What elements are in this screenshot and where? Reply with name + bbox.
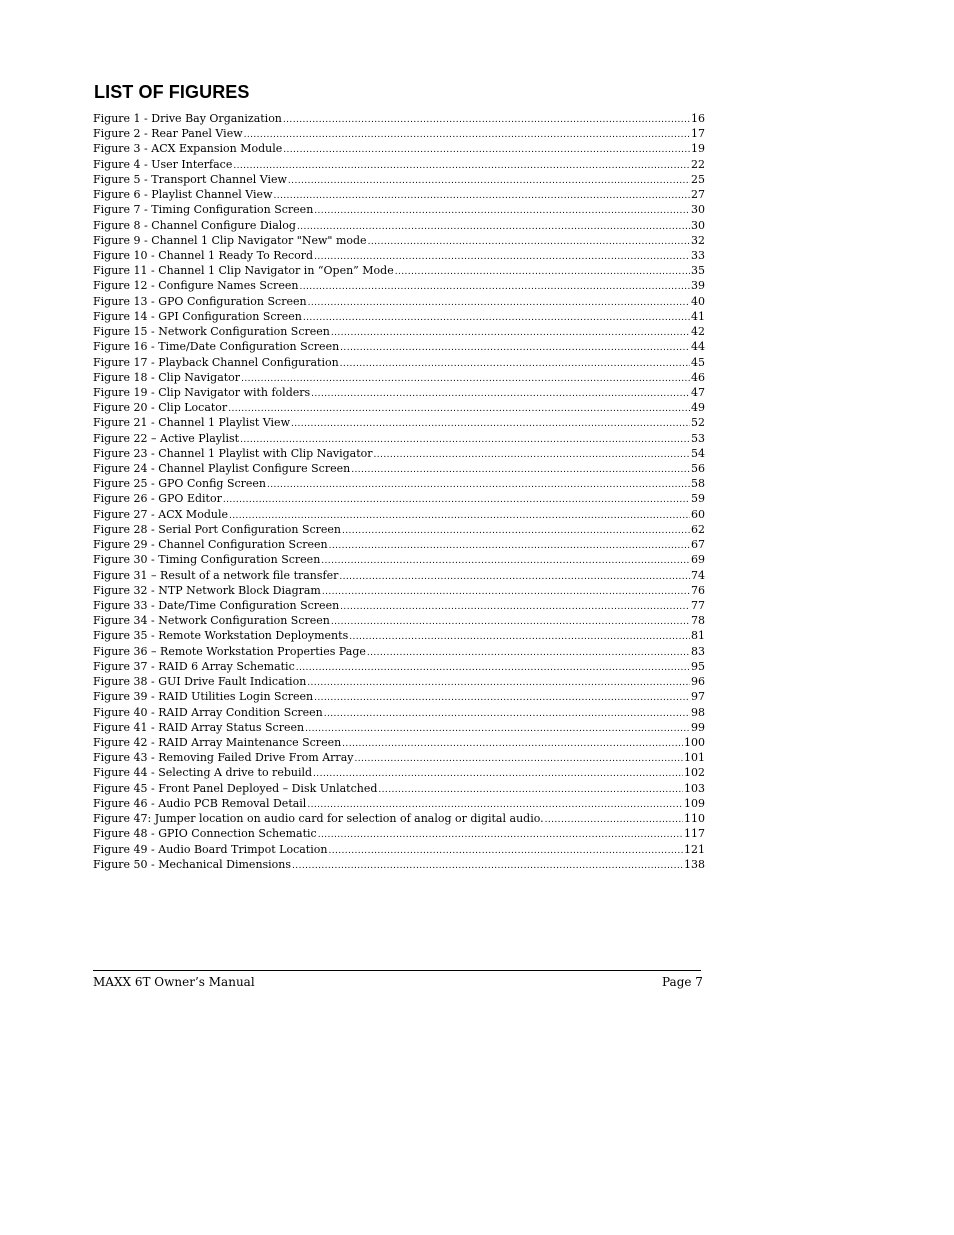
toc-entry[interactable]	[93, 842, 705, 857]
toc-entry-label: Figure 50 - Mechanical Dimensions	[93, 857, 292, 871]
toc-entry-page-number: 67	[691, 538, 705, 552]
toc-entry[interactable]	[93, 522, 705, 537]
toc-entry-label: Figure 42 - RAID Array Maintenance Screen	[93, 735, 342, 749]
toc-entry-label: Figure 47: Jumper location on audio card for selection of analog or digital audio.	[93, 812, 544, 826]
dot-leader	[303, 311, 690, 324]
toc-entry[interactable]	[93, 126, 705, 141]
toc-entry[interactable]	[93, 248, 705, 263]
toc-entry-label: Figure 41 - RAID Array Status Screen	[93, 720, 305, 734]
dot-leader	[331, 326, 690, 339]
toc-entry[interactable]	[93, 172, 705, 187]
toc-entry-page-number: 44	[691, 340, 705, 354]
toc-entry[interactable]	[93, 644, 705, 659]
toc-entry-label: Figure 2 - Rear Panel View	[93, 127, 243, 141]
toc-entry-page-number: 100	[684, 735, 705, 749]
dot-leader	[311, 387, 690, 400]
toc-entry-label: Figure 23 - Channel 1 Playlist with Clip Navigator	[93, 446, 373, 460]
toc-entry-page-number: 96	[691, 675, 705, 689]
toc-entry-page-number: 110	[684, 812, 705, 826]
dot-leader	[349, 630, 690, 643]
toc-entry[interactable]	[93, 552, 705, 567]
toc-entry-label: Figure 4 - User Interface	[93, 157, 233, 171]
toc-entry-page-number: 17	[691, 127, 705, 141]
dot-leader	[339, 570, 690, 583]
toc-entry-label: Figure 44 - Selecting A drive to rebuild	[93, 766, 313, 780]
toc-entry-label: Figure 19 - Clip Navigator with folders	[93, 385, 311, 399]
toc-entry-page-number: 41	[691, 309, 705, 323]
toc-entry-page-number: 53	[691, 431, 705, 445]
toc-entry-label: Figure 1 - Drive Bay Organization	[93, 112, 282, 125]
toc-entry-label: Figure 32 - NTP Network Block Diagram	[93, 583, 321, 597]
toc-entry-page-number: 74	[691, 568, 705, 582]
dot-leader	[307, 676, 690, 689]
dot-leader	[267, 478, 690, 491]
toc-entry[interactable]	[93, 461, 705, 476]
toc-entry-label: Figure 6 - Playlist Channel View	[93, 188, 273, 202]
toc-entry[interactable]	[93, 537, 705, 552]
dot-leader	[322, 585, 690, 598]
toc-entry-label: Figure 7 - Timing Configuration Screen	[93, 203, 314, 217]
toc-entry-page-number: 33	[691, 248, 705, 262]
toc-entry-label: Figure 24 - Channel Playlist Configure Screen	[93, 462, 351, 476]
dot-leader	[342, 524, 690, 537]
dot-leader	[283, 113, 690, 126]
toc-entry-page-number: 109	[684, 796, 705, 810]
toc-entry[interactable]	[93, 324, 705, 339]
dot-leader	[223, 493, 690, 506]
toc-entry-page-number: 59	[691, 492, 705, 506]
toc-entry-page-number: 25	[691, 172, 705, 186]
toc-entry-page-number: 19	[691, 142, 705, 156]
toc-entry-page-number: 22	[691, 157, 705, 171]
toc-entry-label: Figure 8 - Channel Configure Dialog	[93, 218, 296, 232]
toc-entry[interactable]	[93, 309, 705, 324]
dot-leader	[240, 433, 690, 446]
dot-leader	[296, 661, 690, 674]
toc-entry[interactable]	[93, 263, 705, 278]
toc-entry-page-number: 35	[691, 264, 705, 278]
toc-entry-label: Figure 11 - Channel 1 Clip Navigator in “Open” Mode	[93, 264, 394, 278]
dot-leader	[314, 250, 690, 263]
toc-entry[interactable]	[93, 218, 705, 233]
dot-leader	[233, 159, 690, 172]
toc-entry-page-number: 45	[691, 355, 705, 369]
toc-entry-page-number: 62	[691, 522, 705, 536]
toc-entry-page-number: 32	[691, 233, 705, 247]
toc-entry-label: Figure 29 - Channel Configuration Screen	[93, 538, 328, 552]
toc-entry[interactable]	[93, 568, 705, 583]
toc-entry-page-number: 60	[691, 507, 705, 521]
toc-entry-page-number: 30	[691, 203, 705, 217]
dot-leader	[308, 296, 690, 309]
toc-entry[interactable]	[93, 598, 705, 613]
dot-leader	[374, 448, 690, 461]
toc-entry-page-number: 52	[691, 416, 705, 430]
footer-divider	[93, 970, 701, 971]
dot-leader	[244, 128, 690, 141]
toc-entry-page-number: 121	[684, 842, 705, 856]
dot-leader	[283, 143, 690, 156]
toc-entry-page-number: 103	[684, 781, 705, 795]
toc-entry[interactable]	[93, 857, 705, 872]
toc-entry[interactable]	[93, 781, 705, 796]
toc-entry-label: Figure 21 - Channel 1 Playlist View	[93, 416, 290, 430]
toc-entry-page-number: 117	[684, 827, 705, 841]
toc-entry-label: Figure 30 - Timing Configuration Screen	[93, 553, 321, 567]
toc-entry-label: Figure 12 - Configure Names Screen	[93, 279, 299, 293]
toc-entry-page-number: 54	[691, 446, 705, 460]
toc-entry[interactable]	[93, 157, 705, 172]
footer-manual-title: MAXX 6T Owner’s Manual	[93, 975, 255, 989]
toc-entry-label: Figure 43 - Removing Failed Drive From Array	[93, 751, 354, 765]
dot-leader	[318, 828, 683, 841]
toc-entry-page-number: 102	[684, 766, 705, 780]
dot-leader	[305, 722, 690, 735]
toc-entry-page-number: 16	[691, 112, 705, 125]
toc-entry-label: Figure 28 - Serial Port Configuration Screen	[93, 522, 341, 536]
toc-entry-page-number: 97	[691, 690, 705, 704]
dot-leader	[367, 646, 690, 659]
dot-leader	[340, 357, 690, 370]
dot-leader	[368, 235, 690, 248]
toc-entry-label: Figure 17 - Playback Channel Configuration	[93, 355, 339, 369]
toc-entry-label: Figure 45 - Front Panel Deployed – Disk Unlatched	[93, 781, 378, 795]
toc-entry-label: Figure 9 - Channel 1 Clip Navigator "New" mode	[93, 233, 367, 247]
dot-leader	[314, 691, 690, 704]
toc-entry-label: Figure 31 – Result of a network file transfer	[93, 568, 339, 582]
toc-entry[interactable]	[93, 202, 705, 217]
toc-entry[interactable]	[93, 613, 705, 628]
toc-entry[interactable]	[93, 141, 705, 156]
dot-leader	[331, 615, 690, 628]
toc-entry-page-number: 138	[684, 857, 705, 871]
dot-leader	[314, 204, 690, 217]
toc-entry[interactable]	[93, 187, 705, 202]
toc-entry-label: Figure 16 - Time/Date Configuration Screen	[93, 340, 340, 354]
toc-entry[interactable]	[93, 415, 705, 430]
toc-entry-page-number: 81	[691, 629, 705, 643]
toc-entry[interactable]	[93, 735, 705, 750]
toc-entry-page-number: 101	[684, 751, 705, 765]
toc-entry-label: Figure 46 - Audio PCB Removal Detail	[93, 796, 307, 810]
footer-page-number: Page 7	[662, 975, 703, 989]
toc-entry[interactable]	[93, 705, 705, 720]
toc-entry-label: Figure 10 - Channel 1 Ready To Record	[93, 248, 314, 262]
toc-entry-label: Figure 18 - Clip Navigator	[93, 370, 241, 384]
dot-leader	[340, 600, 690, 613]
toc-entry-page-number: 30	[691, 218, 705, 232]
toc-entry-label: Figure 37 - RAID 6 Array Schematic	[93, 659, 295, 673]
toc-entry[interactable]	[93, 400, 705, 415]
toc-entry-page-number: 47	[691, 385, 705, 399]
toc-entry[interactable]	[93, 294, 705, 309]
toc-entry-label: Figure 25 - GPO Config Screen	[93, 477, 267, 491]
toc-entry-page-number: 76	[691, 583, 705, 597]
toc-entry-label: Figure 40 - RAID Array Condition Screen	[93, 705, 323, 719]
toc-entry[interactable]	[93, 278, 705, 293]
toc-entry[interactable]	[93, 628, 705, 643]
toc-entry-label: Figure 3 - ACX Expansion Module	[93, 142, 283, 156]
dot-leader	[378, 783, 683, 796]
toc-entry-page-number: 77	[691, 599, 705, 612]
dot-leader	[342, 737, 683, 750]
toc-entry-label: Figure 49 - Audio Board Trimpot Location	[93, 842, 328, 856]
dot-leader	[299, 280, 690, 293]
toc-entry[interactable]	[93, 385, 705, 400]
dot-leader	[228, 402, 690, 415]
toc-entry-page-number: 56	[691, 462, 705, 476]
toc-entry-page-number: 40	[691, 294, 705, 308]
toc-entry-label: Figure 36 – Remote Workstation Properties Page	[93, 644, 366, 658]
toc-entry[interactable]	[93, 446, 705, 461]
toc-entry-label: Figure 48 - GPIO Connection Schematic	[93, 827, 317, 841]
toc-entry[interactable]	[93, 811, 705, 826]
toc-entry-page-number: 42	[691, 325, 705, 339]
toc-entry[interactable]	[93, 796, 705, 811]
page-title: LIST OF FIGURES	[94, 82, 250, 102]
dot-leader	[297, 220, 690, 233]
dot-leader	[313, 767, 683, 780]
toc-entry[interactable]	[93, 233, 705, 248]
toc-entry[interactable]	[93, 355, 705, 370]
toc-entry-label: Figure 13 - GPO Configuration Screen	[93, 294, 307, 308]
toc-entry-label: Figure 22 – Active Playlist	[93, 431, 240, 445]
toc-entry[interactable]	[93, 659, 705, 674]
dot-leader	[351, 463, 690, 476]
dot-leader	[328, 844, 683, 857]
toc-entry[interactable]	[93, 111, 705, 126]
toc-entry[interactable]	[93, 689, 705, 704]
dot-leader	[545, 813, 683, 826]
toc-entry-label: Figure 5 - Transport Channel View	[93, 172, 287, 186]
toc-entry[interactable]	[93, 720, 705, 735]
dot-leader	[307, 798, 683, 811]
toc-entry-label: Figure 26 - GPO Editor	[93, 492, 222, 506]
toc-entry-page-number: 83	[691, 644, 705, 658]
toc-entry[interactable]	[93, 476, 705, 491]
dot-leader	[291, 417, 690, 430]
toc-entry[interactable]	[93, 674, 705, 689]
dot-leader	[241, 372, 690, 385]
toc-entry[interactable]	[93, 491, 705, 506]
toc-entry-label: Figure 15 - Network Configuration Screen	[93, 325, 330, 339]
toc-entry-label: Figure 39 - RAID Utilities Login Screen	[93, 690, 314, 704]
toc-entry[interactable]	[93, 583, 705, 598]
dot-leader	[340, 341, 690, 354]
toc-entry-label: Figure 34 - Network Configuration Screen	[93, 614, 330, 628]
dot-leader	[292, 859, 683, 872]
toc-entry-page-number: 39	[691, 279, 705, 293]
dot-leader	[354, 752, 683, 765]
toc-entry-page-number: 27	[691, 188, 705, 202]
dot-leader	[274, 189, 691, 202]
dot-leader	[329, 539, 690, 552]
dot-leader	[229, 509, 690, 522]
toc-entry-label: Figure 38 - GUI Drive Fault Indication	[93, 675, 307, 689]
toc-entry[interactable]	[93, 826, 705, 841]
toc-entry-page-number: 78	[691, 614, 705, 628]
dot-leader	[288, 174, 690, 187]
toc-entry-page-number: 49	[691, 401, 705, 415]
toc-entry-label: Figure 33 - Date/Time Configuration Screen	[93, 599, 340, 612]
toc-entry[interactable]	[93, 765, 705, 780]
toc-entry-page-number: 58	[691, 477, 705, 491]
toc-entry-page-number: 99	[691, 720, 705, 734]
toc-entry-label: Figure 14 - GPI Configuration Screen	[93, 309, 302, 323]
toc-entry-label: Figure 27 - ACX Module	[93, 507, 228, 521]
toc-entry[interactable]	[93, 431, 705, 446]
toc-entry[interactable]	[93, 339, 705, 354]
dot-leader	[321, 554, 690, 567]
toc-entry[interactable]	[93, 750, 705, 765]
dot-leader	[395, 265, 690, 278]
toc-entry-page-number: 69	[691, 553, 705, 567]
dot-leader	[324, 707, 690, 720]
toc-entry-page-number: 95	[691, 659, 705, 673]
list-of-figures	[93, 111, 705, 872]
toc-entry-label: Figure 35 - Remote Workstation Deployments	[93, 629, 349, 643]
toc-entry[interactable]	[93, 507, 705, 522]
toc-entry-label: Figure 20 - Clip Locator	[93, 401, 228, 415]
toc-entry-page-number: 46	[691, 370, 705, 384]
toc-entry-page-number: 98	[691, 705, 705, 719]
toc-entry[interactable]	[93, 370, 705, 385]
